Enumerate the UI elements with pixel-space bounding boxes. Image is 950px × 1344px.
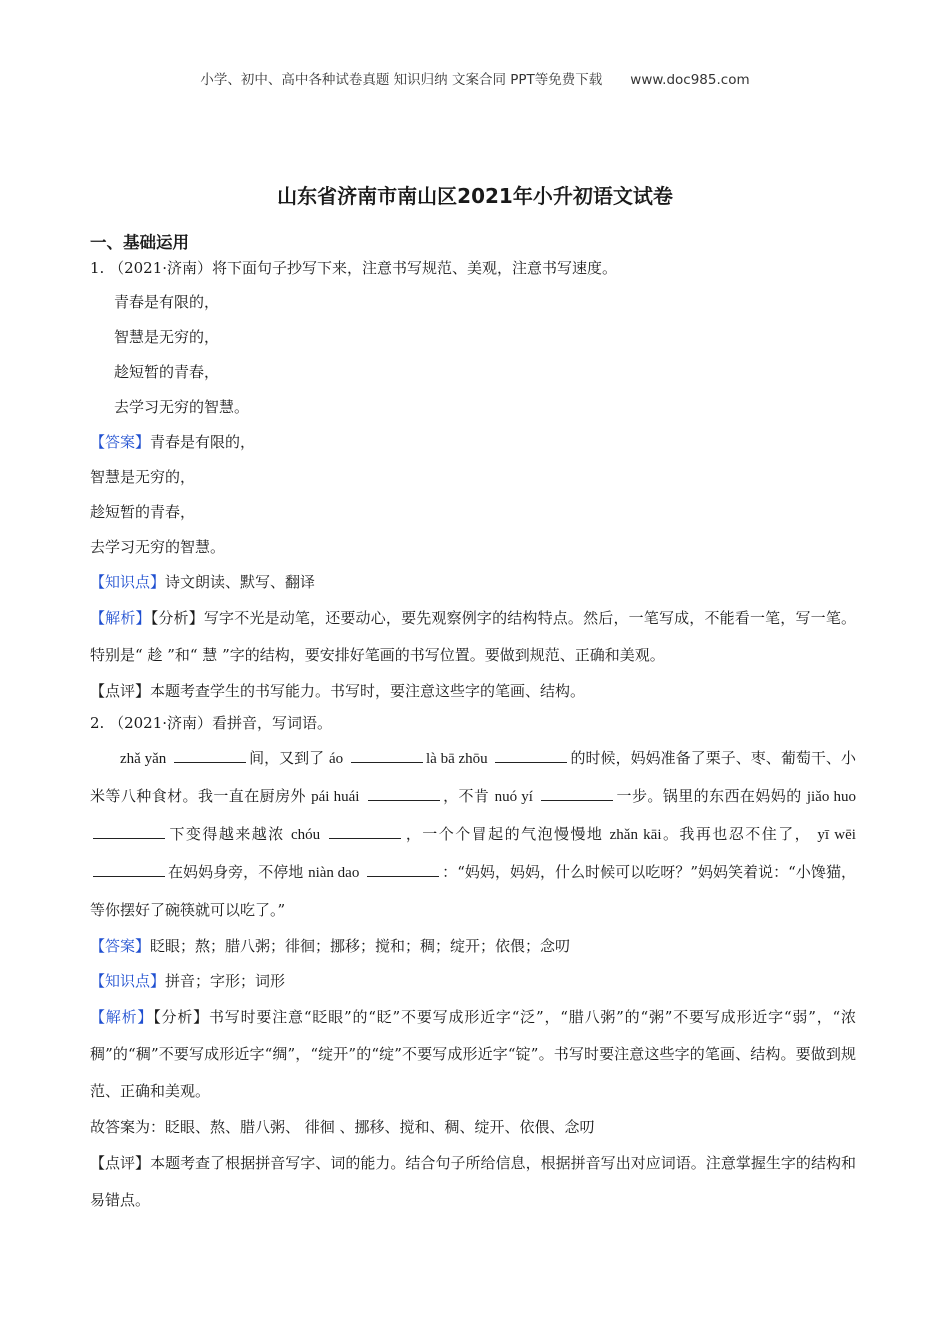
answer-blank[interactable] (93, 862, 165, 877)
section-heading: 一、基础运用 (90, 233, 189, 252)
analysis-tag: 【解析】 (90, 1008, 154, 1026)
question-2-comment: 【点评】本题考查了根据拼音写字、词的能力。结合句子所给信息，根据拼音写出对应词语。注意掌握生字的结构和易错点。 (90, 1154, 856, 1209)
header-site-link[interactable]: www.doc985.com (630, 72, 750, 88)
knowledge-point-text: 拼音；字形；词形 (165, 972, 286, 990)
passage-text: 。我再也忍不住了， (661, 825, 812, 843)
question-1-comment: 【点评】本题考查学生的书写能力。书写时，要注意这些字的笔画、结构。 (90, 682, 586, 700)
question-2-knowledge-point (90, 964, 856, 999)
passage-text: ，不肯 (442, 787, 490, 805)
passage-text: 在妈妈身旁，不停地 (168, 863, 304, 881)
analysis-text: 【分析】书写时要注意“眨眼”的“眨”不要写成形近字“泛”，“腊八粥”的“粥”不要写成形近字“弱”，“浓稠”的“稠”不要写成形近字“绸”，“绽开”的“绽”不要写成形近字“锭”。书写时要注意这些字的笔画、结构。要做到规范、正确和美观。 (90, 1008, 856, 1100)
pinyin: nuó yí (494, 789, 533, 805)
poem-line: 趁短暂的青春， (114, 363, 220, 381)
answer-blank[interactable] (174, 748, 246, 763)
analysis-text: 【分析】写字不光是动笔，还要动心，要先观察例字的结构特点。然后，一笔写成，不能看一笔，写一笔。特别是“ 趁 ”和“ 慧 ”字的结构，要安排好笔画的书写位置。要做到规范、正确和美观。 (90, 609, 856, 664)
answer-line: 去学习无穷的智慧。 (90, 538, 226, 556)
question-2-passage (90, 740, 856, 929)
answer-blank[interactable] (93, 824, 165, 839)
passage-text: 东西在妈妈的 (709, 787, 802, 805)
answer-line: 智慧是无穷的， (90, 468, 196, 486)
knowledge-point-tag: 【知识点】 (90, 573, 166, 591)
passage-text: 间，又到了 (249, 749, 325, 767)
question-2-analysis (90, 999, 856, 1110)
exam-content (90, 230, 856, 1219)
passage-text: ，一个个冒起的气泡慢慢地 (404, 825, 604, 843)
answer-tag: 【答案】 (90, 433, 151, 451)
pinyin: yī wēi (817, 827, 856, 843)
pinyin: niàn dao (308, 865, 360, 881)
poem-line: 青春是有限的， (114, 293, 220, 311)
answer-blank[interactable] (495, 748, 567, 763)
passage-text: 时候可以吃呀？”妈妈笑着说：“小馋猫，等你摆好了碗筷就可以吃了。” (90, 863, 856, 919)
pinyin: pái huái (311, 789, 360, 805)
passage-text: 的时候，妈妈准备了栗子、枣、 (570, 749, 781, 767)
poem-line: 去学习无穷的智慧。 (114, 398, 250, 416)
question-2-final-answer: 故答案为：眨眼、熬、腊八粥、 徘徊 、挪移、搅和、稠、绽开、依偎、念叨 (90, 1118, 595, 1136)
page-title: 山东省济南市南山区2021年小升初语文试卷 (277, 184, 673, 208)
pinyin: là bā zhōu (425, 751, 488, 767)
answer-tag: 【答案】 (90, 937, 151, 955)
pinyin: chóu (290, 827, 321, 843)
answer-blank[interactable] (329, 824, 401, 839)
answer-blank[interactable] (367, 862, 439, 877)
answer-blank[interactable] (541, 786, 613, 801)
analysis-tag: 【解析】 (90, 609, 151, 627)
question-1-knowledge-point (90, 565, 856, 600)
knowledge-point-text: 诗文朗读、默写、翻译 (165, 573, 316, 591)
question-1-answer (90, 425, 856, 460)
answer-blank[interactable] (351, 748, 423, 763)
pinyin: áo (329, 751, 344, 767)
poem-line: 智慧是无穷的， (114, 328, 220, 346)
answer-blank[interactable] (368, 786, 440, 801)
header-text: 小学、初中、高中各种试卷真题 知识归纳 文案合同 PPT等免费下载 (200, 72, 603, 88)
knowledge-point-tag: 【知识点】 (90, 972, 166, 990)
question-1-prompt: 1. （2021·济南）将下面句子抄写下来，注意书写规范、美观，注意书写速度。 (90, 259, 618, 277)
question-2-answer (90, 929, 856, 964)
page-header (0, 68, 950, 88)
passage-text: 葡萄干、小米等八种食材。我一直在厨房外 (90, 749, 856, 805)
answer-line: 趁短暂的青春， (90, 503, 196, 521)
passage-text: ：“妈妈，妈妈，什么 (442, 863, 586, 881)
passage-text: 下变得越来越浓 (168, 825, 285, 843)
question-1-analysis (90, 600, 856, 674)
answer-text: 眨眼；熬；腊八粥；徘徊；挪移；搅和；稠；绽开；依偎；念叨 (150, 937, 571, 955)
question-2-prompt: 2. （2021·济南）看拼音，写词语。 (90, 714, 333, 732)
passage-text: 一步。锅里的 (616, 787, 710, 805)
pinyin: zhǎ yǎn (120, 751, 167, 767)
pinyin: jiǎo huo (806, 789, 856, 805)
answer-text: 青春是有限的， (150, 433, 256, 451)
pinyin: zhǎn kāi (609, 827, 662, 843)
